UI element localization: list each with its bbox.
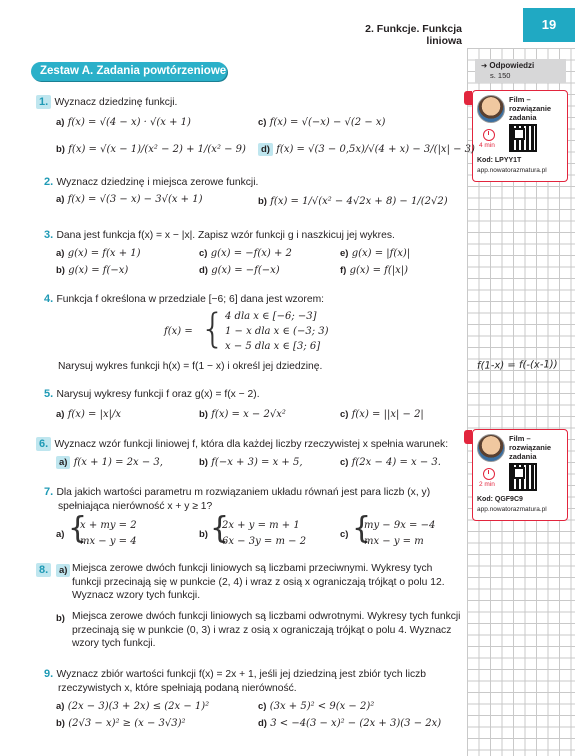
task-3-e: e) g(x) = |f(x)| <box>340 248 411 259</box>
task-9-b: b) (2√3 − x)² ≥ (x − 3√3)² <box>56 718 186 729</box>
task-4-text2: Narysuj wykres funkcji h(x) = f(1 − x) i określ jej dziedzinę. <box>58 361 323 372</box>
avatar <box>477 95 505 123</box>
task-7-text2: spełniająca nierówność x + y ≥ 1? <box>58 501 213 512</box>
qr-code-icon[interactable] <box>509 463 537 491</box>
qr-code-icon[interactable] <box>509 124 537 152</box>
task-9: 9. Wyznacz zbiór wartości funkcji f(x) = 2x + 1, jeśli jej dziedziną jest zbiór tych liczb <box>44 668 427 680</box>
task-7-b2: 6x − 3y = m − 2 <box>222 536 307 547</box>
arrow-icon: ➜ <box>481 61 490 70</box>
answers-box[interactable] <box>475 59 566 83</box>
task-2-a: a) f(x) = √(3 − x) − 3√(x + 1) <box>56 194 203 205</box>
film-box-2[interactable] <box>472 429 568 521</box>
task-4-row-3: x − 5 dla x ∈ [3; 6] <box>225 341 321 352</box>
task-4-row-1: 4 dla x ∈ [−6; −3] <box>225 311 317 322</box>
task-4-row-2: 1 − x dla x ∈ (−3; 3) <box>225 326 329 337</box>
avatar <box>477 434 505 462</box>
task-7-a1: x + my = 2 <box>80 520 137 531</box>
task-7: 7. Dla jakich wartości parametru m rozwiązaniem układu równań jest para liczb (x, y) <box>44 486 431 498</box>
clock-icon <box>483 468 495 480</box>
task-6-a: a) f(x + 1) = 2x − 3, <box>56 456 163 469</box>
film-duration: 2 min <box>479 481 495 488</box>
task-9-d: d) 3 < −4(3 − x)² − (2x + 3)(3 − 2x) <box>258 718 442 729</box>
brace: { <box>210 511 230 546</box>
film-box-1[interactable] <box>472 90 568 182</box>
task-number: 1. <box>36 95 51 109</box>
brace: { <box>352 511 372 546</box>
task-1-d: d) f(x) = √(3 − 0,5x)/√(4 + x) − 3/(|x| − 3) <box>258 143 475 156</box>
task-1-b: b) f(x) = √(x − 1)/(x² − 2) + 1/(x² − 9) <box>56 144 246 155</box>
film-link[interactable]: app.nowatorazmatura.pl <box>477 167 547 174</box>
task-6-b: b) f(−x + 3) = x + 5, <box>199 457 303 468</box>
task-7-c2: mx − y = m <box>364 536 424 547</box>
task-3-c: c) g(x) = −f(x) + 2 <box>199 248 292 259</box>
task-4: 4. Funkcja f określona w przedziale [−6; 6] dana jest wzorem: <box>44 293 325 305</box>
task-6-c: c) f(2x − 4) = x − 3. <box>340 457 441 468</box>
chapter-header: 2. Funkcje. Funkcja liniowa <box>365 23 462 47</box>
task-1 <box>36 96 177 109</box>
film-tab <box>464 91 472 105</box>
task-7-c-label: c) <box>340 529 349 540</box>
task-7-b-label: b) <box>199 529 208 540</box>
film-title: Film – rozwiązanie zadania <box>509 95 552 122</box>
task-2: 2. Wyznacz dziedzinę i miejsca zerowe funkcji. <box>44 176 259 188</box>
task-6: 6. Wyznacz wzór funkcji liniowej f, która dla każdej liczby rzeczywistej x spełnia warunek: <box>36 438 448 451</box>
task-3-b: b) g(x) = f(−x) <box>56 265 129 276</box>
task-5-a: a) f(x) = |x|/x <box>56 409 121 420</box>
clock-icon <box>483 129 495 141</box>
brace: { <box>68 511 88 546</box>
page-number: 19 <box>523 8 575 42</box>
film-link[interactable]: app.nowatorazmatura.pl <box>477 506 547 513</box>
task-1-a: a) f(x) = √(4 − x) · √(x + 1) <box>56 117 191 128</box>
task-3-d: d) g(x) = −f(−x) <box>199 265 280 276</box>
task-9-text2: rzeczywistych x, które spełniają podaną nierówność. <box>58 683 297 694</box>
task-5: 5. Narysuj wykresy funkcji f oraz g(x) = f(x − 2). <box>44 388 260 400</box>
film-title: Film – rozwiązanie zadania <box>509 434 552 461</box>
task-8-b-label: b) <box>56 613 65 624</box>
task-8-number: 8. <box>36 564 51 577</box>
task-2-b: b) f(x) = 1/√(x² − 4√2x + 8) − 1/(2√2) <box>258 196 448 207</box>
task-1-c: c) f(x) = √(−x) − √(2 − x) <box>258 117 386 128</box>
task-text: Wyznacz dziedzinę funkcji. <box>54 97 178 108</box>
task-8-a: Miejsca zerowe dwóch funkcji liniowych są liczbami przeciwnymi. Wykresy tych funkcji przecinają się w punkcie (2, 4) i wraz z osią x ograniczają trójkąt o polu 12. Wyznacz wzory tych funkcji. <box>72 563 445 601</box>
task-9-c: c) (3x + 5)² < 9(x − 2)² <box>258 701 375 712</box>
task-3: 3. Dana jest funkcja f(x) = x − |x|. Zapisz wzór funkcji g i naszkicuj jej wykres. <box>44 229 395 241</box>
task-5-b: b) f(x) = x − 2√x² <box>199 409 286 420</box>
task-7-c1: my − 9x = −4 <box>364 520 436 531</box>
task-8-a-label: a) <box>56 564 70 577</box>
task-3-a: a) g(x) = f(x + 1) <box>56 248 141 259</box>
task-9-a: a) (2x − 3)(3 + 2x) ≤ (2x − 1)² <box>56 701 210 712</box>
film-duration: 4 min <box>479 142 495 149</box>
film-code: Kod: LPYY1T <box>477 157 522 164</box>
brace: { <box>200 306 226 352</box>
task-7-a2: mx − y = 4 <box>80 536 137 547</box>
film-code: Kod: QGF9C9 <box>477 496 523 503</box>
section-title: Zestaw A. Zadania powtórzeniowe <box>31 62 227 81</box>
answers-page: s. 150 <box>490 71 511 80</box>
task-7-a-label: a) <box>56 529 65 540</box>
task-3-f: f) g(x) = f(|x|) <box>340 265 409 276</box>
task-5-c: c) f(x) = ||x| − 2| <box>340 409 424 420</box>
task-8-b: Miejsca zerowe dwóch funkcji liniowych są liczbami odwrotnymi. Wykresy tych funkcji przecinają się w punkcie (0, 3) i wraz z osią x ograniczają trójkąt o polu 4. Wyznacz wzory tych funkcji. <box>72 611 461 649</box>
handwritten-note: f(1-x) = f(-(x-1)) <box>476 359 558 372</box>
answers-label: Odpowiedzi <box>489 61 535 70</box>
film-tab <box>464 430 472 444</box>
task-7-b1: 2x + y = m + 1 <box>222 520 300 531</box>
task-4-lhs: f(x) = <box>164 326 193 337</box>
